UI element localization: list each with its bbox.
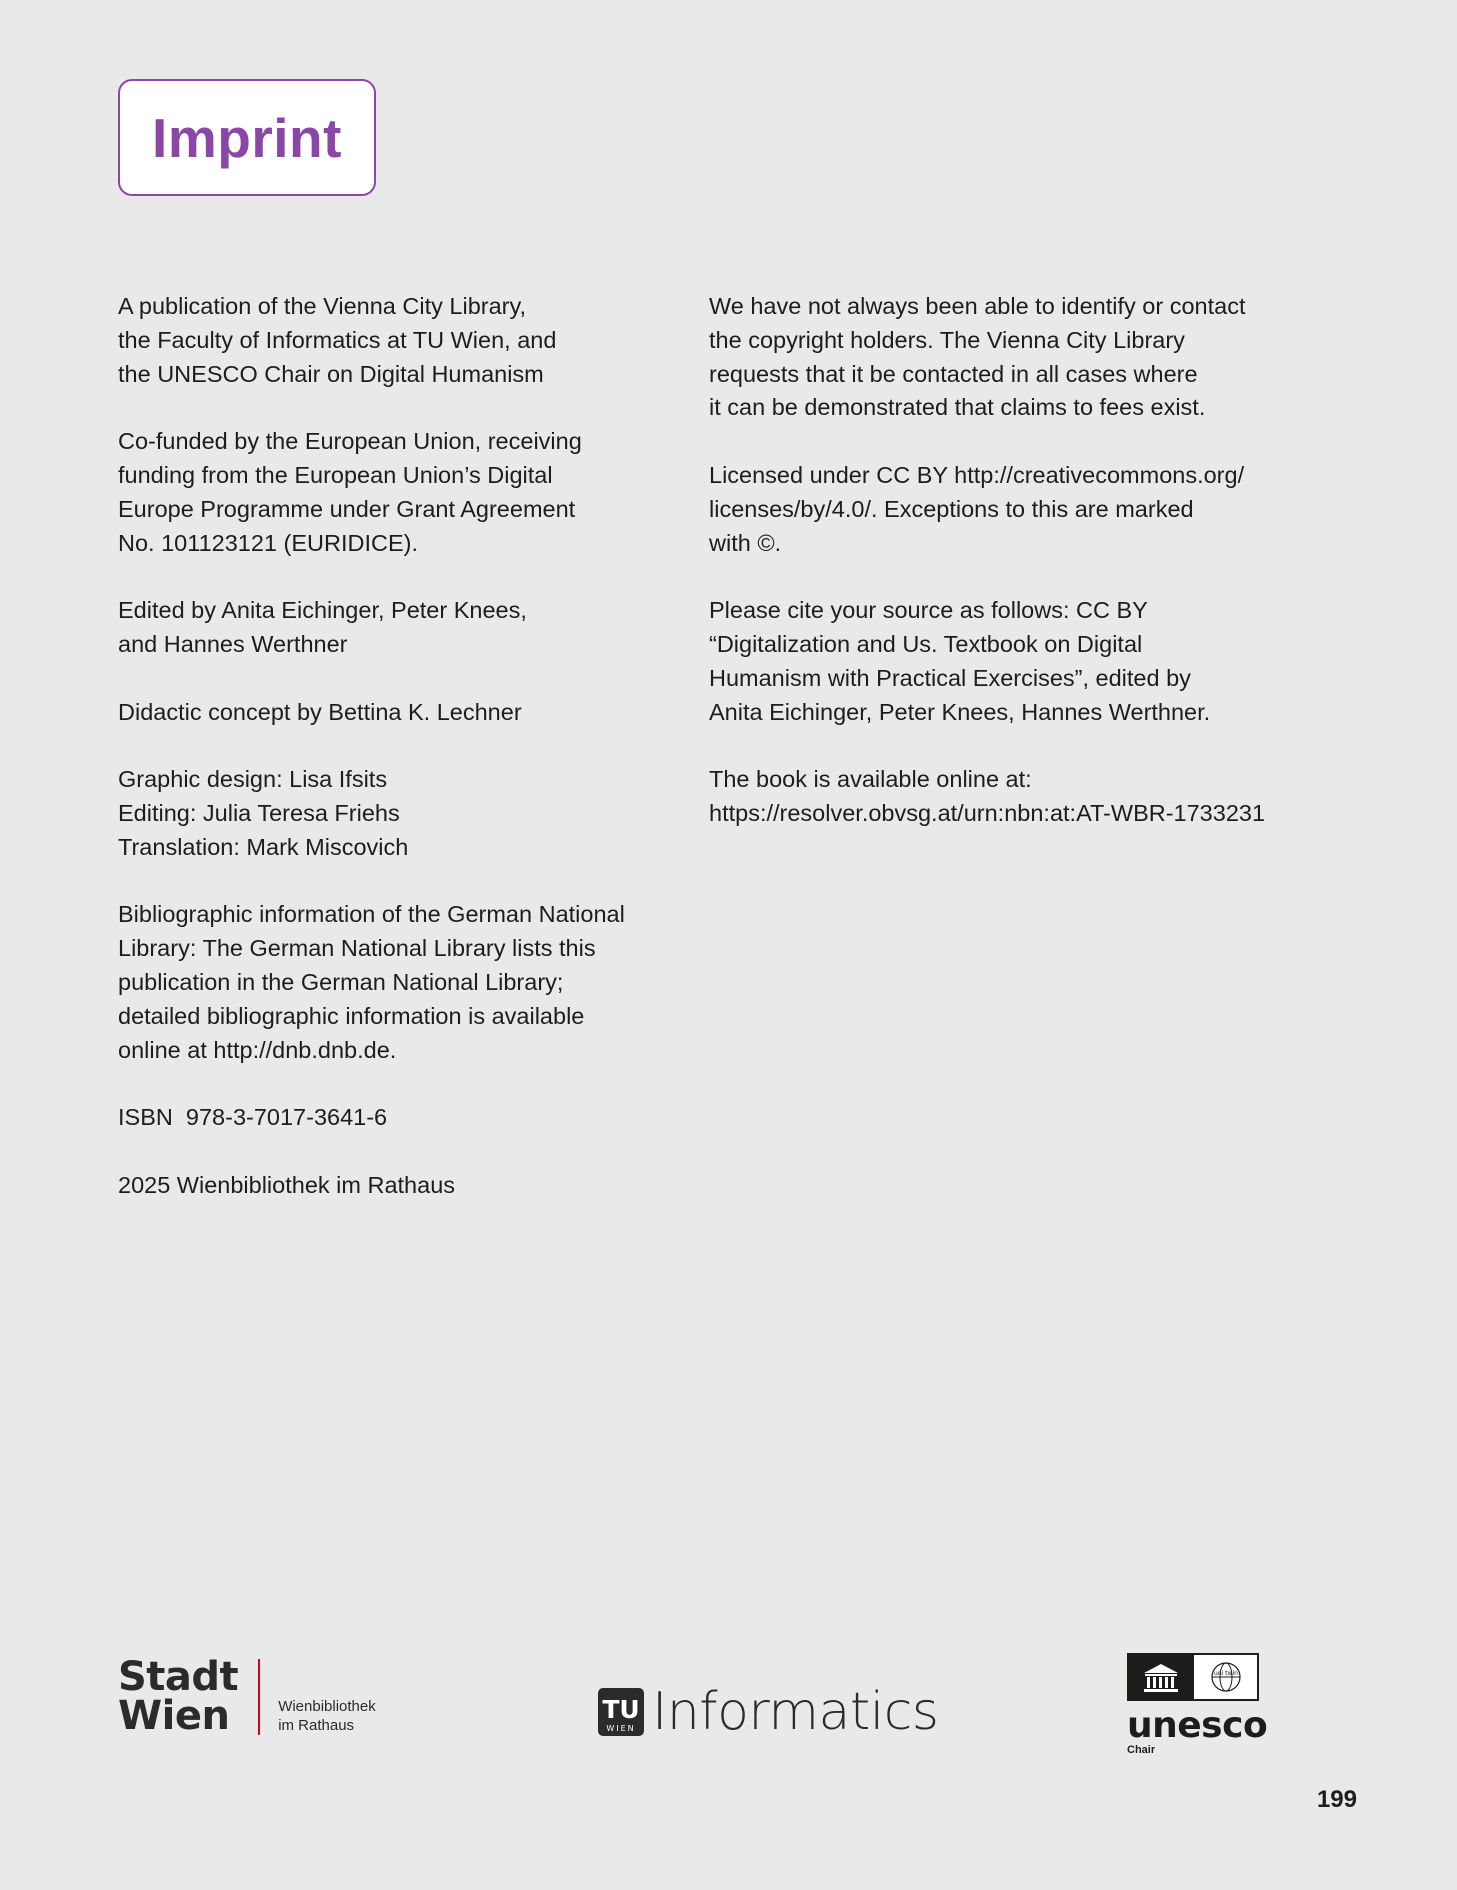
wienbibliothek-line2: im Rathaus — [278, 1717, 355, 1734]
citation-paragraph: Please cite your source as follows: CC BY “Digitalization and Us. Textbook on Digital Humanism with Practical Exercises”, edited by Anita Eichinger, Peter Knees, Hannes Werthner. — [709, 597, 1211, 725]
title-box — [118, 79, 376, 196]
license-paragraph: Licensed under CC BY http://creativecommons.org/ licenses/by/4.0/. Exceptions to this are marked with ©. — [709, 461, 1245, 556]
unesco-chair-label: Chair — [1127, 1744, 1156, 1756]
left-column — [118, 290, 678, 1236]
isbn-line: ISBN 978-3-7017-3641-6 — [118, 1104, 388, 1131]
publication-paragraph: A publication of the Vienna City Library, the Faculty of Informatics at TU Wien, and the UNESCO Chair on Digital Humanism — [118, 293, 557, 387]
right-column — [709, 290, 1349, 865]
credits-paragraph: Graphic design: Lisa Ifsits Editing: Julia Teresa Friehs Translation: Mark Miscovich — [118, 766, 409, 860]
didactic-paragraph: Didactic concept by Bettina K. Lechner — [118, 698, 522, 725]
wienbibliothek-line1: Wienbibliothek — [278, 1698, 376, 1715]
tu-informatics-logo — [598, 1682, 939, 1742]
online-availability-paragraph: The book is available online at: https://resolver.obvsg.at/urn:nbn:at:AT-WBR-1733231 — [709, 766, 1266, 826]
unesco-chair-logo — [1127, 1653, 1267, 1756]
bibliographic-paragraph: Bibliographic information of the German National Library: The German National Library lists this publication in the German National Library; detailed bibliographic information is available online at http://dnb.dnb.de. — [118, 901, 625, 1063]
wienbibliothek-label — [278, 1697, 376, 1735]
copyright-paragraph: We have not always been able to identify or contact the copyright holders. The Vienna City Library requests that it be contacted in all cases where it can be demonstrated that claims to fees exist. — [709, 293, 1246, 421]
stadt-wien-line2: Wien — [118, 1693, 230, 1739]
tu-mark-subtext: WIEN — [606, 1724, 636, 1733]
publisher-line: 2025 Wienbibliothek im Rathaus — [118, 1171, 456, 1198]
tu-mark-text: TU — [602, 1695, 640, 1724]
page-title: Imprint — [152, 106, 342, 169]
unesco-badge-text: uni twin — [1214, 1670, 1238, 1677]
editors-paragraph: Edited by Anita Eichinger, Peter Knees, and Hannes Werthner — [118, 597, 527, 657]
informatics-wordmark: Informatics — [652, 1682, 939, 1742]
stadt-wien-line1: Stadt — [118, 1654, 239, 1700]
stadt-wien-divider — [258, 1659, 260, 1735]
unesco-wordmark: unesco — [1127, 1705, 1268, 1746]
stadt-wien-logo — [118, 1654, 376, 1739]
unesco-emblem-icon — [1127, 1653, 1259, 1701]
stadt-wien-wordmark — [118, 1654, 239, 1739]
tu-wien-logo-icon — [598, 1688, 644, 1736]
funding-paragraph: Co-funded by the European Union, receiving funding from the European Union’s Digital Europe Programme under Grant Agreement No. 101123121 (EURIDICE). — [118, 428, 582, 556]
page-number: 199 — [1316, 1786, 1357, 1813]
